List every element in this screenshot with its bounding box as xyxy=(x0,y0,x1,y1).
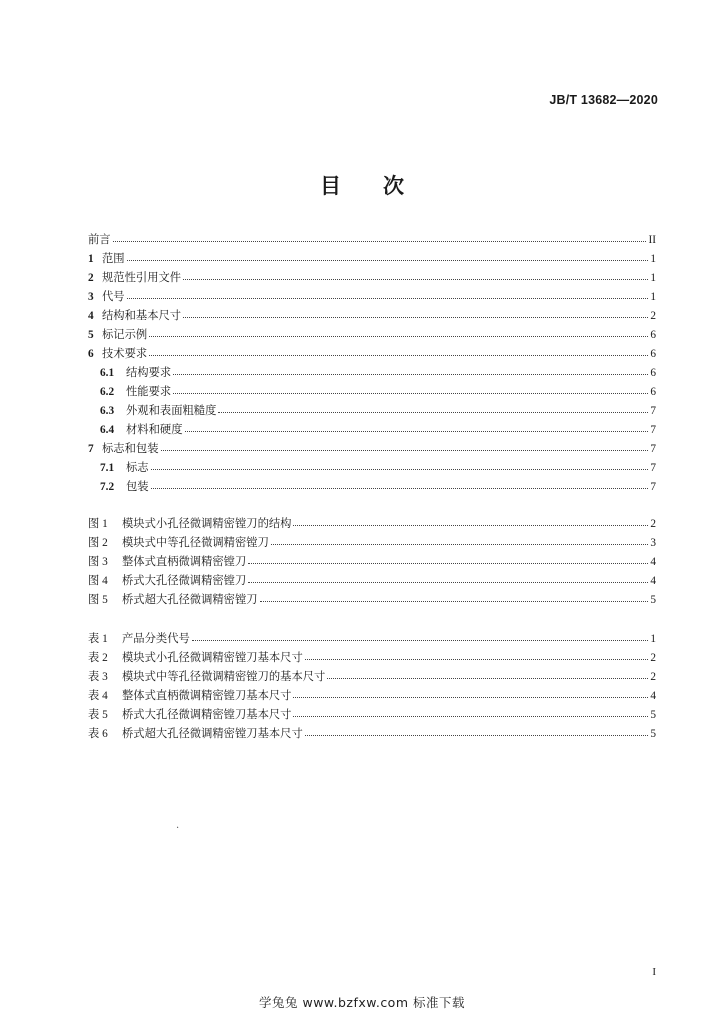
figure-page: 4 xyxy=(650,556,656,568)
toc-entry-7[interactable] xyxy=(88,440,656,456)
dot-leader xyxy=(183,306,648,318)
toc-label: 标志和包装 xyxy=(102,442,159,455)
page-number: I xyxy=(652,966,656,978)
toc-number: 2 xyxy=(88,272,94,284)
dot-leader xyxy=(183,268,648,280)
toc-table-1[interactable] xyxy=(88,630,656,646)
toc-entry-foreword[interactable] xyxy=(88,231,656,247)
toc-label: 包装 xyxy=(126,480,149,493)
toc-page: 7 xyxy=(650,481,656,493)
toc-number: 7.2 xyxy=(100,481,115,493)
dot-leader xyxy=(305,724,649,736)
toc-label: 范围 xyxy=(102,252,125,265)
stray-mark: . xyxy=(176,820,180,831)
table-label: 整体式直柄微调精密镗刀基本尺寸 xyxy=(122,689,292,702)
toc-table-5[interactable] xyxy=(88,706,656,722)
toc-number: 6.4 xyxy=(100,424,115,436)
toc-page: 1 xyxy=(650,291,656,303)
toc-table-4[interactable] xyxy=(88,687,656,703)
toc-label: 结构要求 xyxy=(126,366,172,379)
toc-page: 7 xyxy=(650,405,656,417)
toc-page: 7 xyxy=(650,424,656,436)
dot-leader xyxy=(271,533,648,545)
dot-leader xyxy=(293,705,648,717)
toc-page: 6 xyxy=(650,329,656,341)
dot-leader xyxy=(127,287,649,299)
dot-leader xyxy=(327,667,648,679)
toc-label: 代号 xyxy=(102,290,125,303)
figure-page: 2 xyxy=(650,518,656,530)
toc-label: 性能要求 xyxy=(126,385,172,398)
dot-leader xyxy=(293,514,648,526)
table-label: 产品分类代号 xyxy=(122,632,190,645)
toc-entry-6-1[interactable] xyxy=(100,364,656,380)
toc-number: 6.2 xyxy=(100,386,115,398)
toc-label: 技术要求 xyxy=(102,347,148,360)
table-number: 表 1 xyxy=(88,633,108,645)
toc-page: 7 xyxy=(650,462,656,474)
toc-number: 6 xyxy=(88,348,94,360)
toc-page: 6 xyxy=(650,348,656,360)
toc-entry-5[interactable] xyxy=(88,326,656,342)
toc-label: 前言 xyxy=(88,233,111,246)
toc-number: 6.3 xyxy=(100,405,115,417)
toc-number: 7.1 xyxy=(100,462,115,474)
dot-leader xyxy=(173,382,648,394)
figure-label: 桥式超大孔径微调精密镗刀 xyxy=(122,593,258,606)
table-number: 表 5 xyxy=(88,709,108,721)
toc-label: 材料和硬度 xyxy=(126,423,183,436)
table-page: 4 xyxy=(650,690,656,702)
toc-entry-6[interactable] xyxy=(88,345,656,361)
dot-leader xyxy=(293,686,648,698)
dot-leader xyxy=(185,420,649,432)
toc-table-6[interactable] xyxy=(88,725,656,741)
figure-label: 桥式大孔径微调精密镗刀 xyxy=(122,574,247,587)
table-page: 1 xyxy=(650,633,656,645)
toc-entry-3[interactable] xyxy=(88,288,656,304)
table-page: 5 xyxy=(650,709,656,721)
page-title xyxy=(0,170,724,200)
figure-number: 图 1 xyxy=(88,518,108,530)
dot-leader xyxy=(149,325,648,337)
toc-page: 1 xyxy=(650,272,656,284)
toc-entry-4[interactable] xyxy=(88,307,656,323)
figure-number: 图 3 xyxy=(88,556,108,568)
table-label: 桥式超大孔径微调精密镗刀基本尺寸 xyxy=(122,727,303,740)
toc-number: 6.1 xyxy=(100,367,115,379)
toc-figure-1[interactable] xyxy=(88,515,656,531)
dot-leader xyxy=(192,629,649,641)
table-number: 表 4 xyxy=(88,690,108,702)
toc-label: 标志 xyxy=(126,461,149,474)
toc-figure-4[interactable] xyxy=(88,572,656,588)
dot-leader xyxy=(149,344,648,356)
table-label: 模块式中等孔径微调精密镗刀的基本尺寸 xyxy=(122,670,326,683)
toc-label: 结构和基本尺寸 xyxy=(102,309,182,322)
toc-entry-6-2[interactable] xyxy=(100,383,656,399)
table-number: 表 2 xyxy=(88,652,108,664)
table-number: 表 3 xyxy=(88,671,108,683)
toc-entry-7-2[interactable] xyxy=(100,478,656,494)
toc-entry-2[interactable] xyxy=(88,269,656,285)
dot-leader xyxy=(248,552,648,564)
figure-label: 模块式中等孔径微调精密镗刀 xyxy=(122,536,269,549)
toc-figure-5[interactable] xyxy=(88,591,656,607)
toc-page: 6 xyxy=(650,367,656,379)
toc-entry-6-4[interactable] xyxy=(100,421,656,437)
figure-label: 整体式直柄微调精密镗刀 xyxy=(122,555,247,568)
toc-table-2[interactable] xyxy=(88,649,656,665)
figure-label: 模块式小孔径微调精密镗刀的结构 xyxy=(122,517,292,530)
table-label: 桥式大孔径微调精密镗刀基本尺寸 xyxy=(122,708,292,721)
title-char-2: 次 xyxy=(383,174,404,198)
toc-label: 规范性引用文件 xyxy=(102,271,182,284)
toc-figure-3[interactable] xyxy=(88,553,656,569)
dot-leader xyxy=(161,439,649,451)
toc-number: 5 xyxy=(88,329,94,341)
dot-leader xyxy=(127,249,649,261)
dot-leader xyxy=(173,363,648,375)
dot-leader xyxy=(260,590,649,602)
toc-page: 6 xyxy=(650,386,656,398)
figure-page: 5 xyxy=(650,594,656,606)
toc-page: 7 xyxy=(650,443,656,455)
figure-number: 图 5 xyxy=(88,594,108,606)
table-page: 2 xyxy=(650,671,656,683)
toc-page: 2 xyxy=(650,310,656,322)
table-page: 5 xyxy=(650,728,656,740)
figure-page: 4 xyxy=(650,575,656,587)
dot-leader xyxy=(151,458,649,470)
dot-leader xyxy=(113,230,647,242)
toc-figure-2[interactable] xyxy=(88,534,656,550)
toc-number: 3 xyxy=(88,291,94,303)
toc-number: 4 xyxy=(88,310,94,322)
toc-entry-1[interactable] xyxy=(88,250,656,266)
footer-watermark: 学兔兔 www.bzfxw.com 标准下载 xyxy=(259,995,465,1010)
dot-leader xyxy=(151,477,649,489)
toc-page: II xyxy=(648,234,656,246)
toc-label: 外观和表面粗糙度 xyxy=(126,404,217,417)
dot-leader xyxy=(218,401,648,413)
figure-number: 图 2 xyxy=(88,537,108,549)
toc-entry-7-1[interactable] xyxy=(100,459,656,475)
table-number: 表 6 xyxy=(88,728,108,740)
table-page: 2 xyxy=(650,652,656,664)
title-char-1: 目 xyxy=(320,174,341,198)
toc-page: 1 xyxy=(650,253,656,265)
toc-table-3[interactable] xyxy=(88,668,656,684)
dot-leader xyxy=(305,648,649,660)
table-label: 模块式小孔径微调精密镗刀基本尺寸 xyxy=(122,651,303,664)
toc-number: 7 xyxy=(88,443,94,455)
dot-leader xyxy=(248,571,648,583)
figure-page: 3 xyxy=(650,537,656,549)
toc-number: 1 xyxy=(88,253,94,265)
toc-label: 标记示例 xyxy=(102,328,148,341)
toc-entry-6-3[interactable] xyxy=(100,402,656,418)
figure-number: 图 4 xyxy=(88,575,108,587)
standard-number: JB/T 13682—2020 xyxy=(549,93,658,107)
